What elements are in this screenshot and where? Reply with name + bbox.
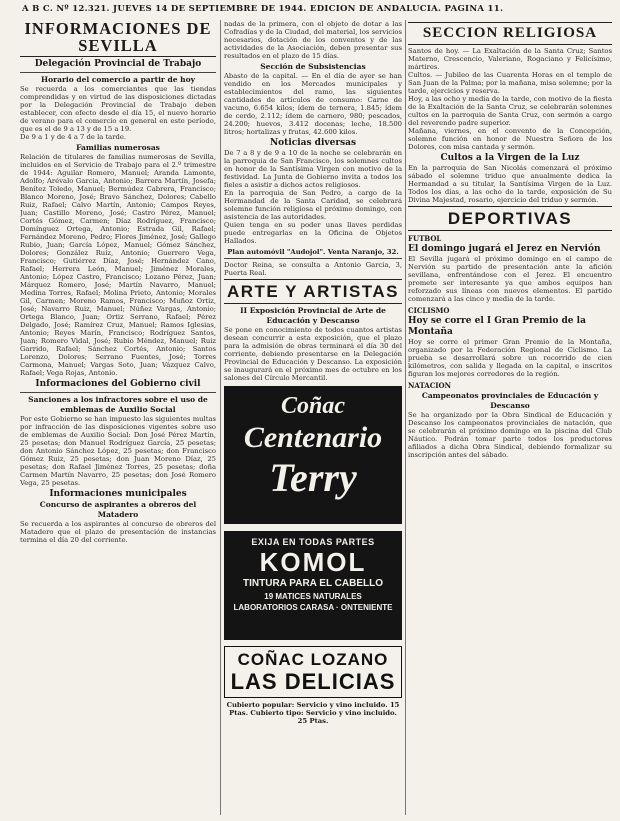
column-right (408, 20, 612, 815)
heading: Informaciones del Gobierno civil (35, 379, 201, 389)
heading: Cultos a la Virgen de la Luz (440, 153, 580, 163)
article-text: nadas de la primera, con el objeto de dotar a las Cofradías y de la Ciudad, del material, los servicios necesarios, dotación de los conventos y de las actividades de la Asociación, deben presentar sus resultados en el plazo de 15 días. (224, 20, 402, 60)
article-text: Santos de hoy. — La Exaltación de la Santa Cruz; Santos Materno, Crescencio, Valeriano, Rogaciano y Felicísimo, mártires. (408, 47, 612, 71)
section-title: SECCION RELIGIOSA (422, 25, 598, 41)
column-rule (220, 20, 221, 815)
sport-label: FUTBOL (408, 234, 442, 243)
ad-line: Centenario (243, 421, 383, 454)
divider (408, 230, 612, 231)
article-text: Por este Gobierno se han impuesto las siguientes multas por infracción de las disposiciones vigentes sobre uso de emblemas de Auxilio Social: Don José Pérez Martín, 25 pesetas; don Manuel Rodríguez García, 25 pesetas; don Antonio Sánchez López, 25 pesetas; don Francisco Gómez Ruiz, 25 pesetas; don Juan Moreno Díaz, 25 pesetas; don Rafael Jiménez Torres, 25 pesetas; doña Carmen Martín Navarro, 25 pesetas; don José Romero Vega, 25 pesetas. (20, 415, 216, 487)
ad-line: Coñac (280, 393, 345, 419)
divider (20, 392, 216, 393)
article-text: Mañana, viernes, en el convento de la Concepción, solemne función en honor de Nuestra Señora de los Dolores, con misa cantada y sermón. (408, 127, 612, 151)
column-left (20, 20, 216, 815)
heading: El domingo jugará el Jerez en Nervión (408, 244, 601, 254)
ad-text: Cubierto popular: Servicio y vino incluido. 15 Ptas. Cubierto tipo: Servicio y vino incluido. 25 Ptas. (226, 701, 400, 725)
section-title: INFORMACIONES DE (24, 20, 212, 38)
advertisement-terry (224, 386, 402, 524)
article-text: Cultos. — Jubileo de las Cuarenta Horas en el templo de San Juan de la Palma; por la mañana, misa solemne; por la tarde, ejercicios y reserva. (408, 71, 612, 95)
column-rule (405, 20, 406, 815)
article-text: Se ha organizado por la Obra Sindical de Educación y Descanso los campeonatos provinciales de natación, que se celebrarán el próximo domingo en la piscina del Club Náutico. Podrán tomar parte todos los productores afiliados a dicha Obra Sindical, debiendo formalizar su inscripción antes del sábado. (408, 411, 612, 459)
section-title: DEPORTIVAS (447, 209, 573, 228)
subheading: II Exposición Provincial de Arte de Educación y Descanso (240, 306, 386, 325)
article-text: Quien tenga en su poder unas llaves perdidas puede entregarlas en la Oficina de Objetos Hallados. (224, 221, 402, 245)
sport-label: CICLISMO (408, 306, 450, 315)
divider (408, 206, 612, 207)
divider (224, 303, 402, 304)
divider (408, 22, 612, 23)
heading: Noticias diversas (269, 138, 357, 148)
section-title: ARTE Y ARTISTAS (226, 282, 400, 301)
heading: Delegación Provincial de Trabajo (34, 59, 202, 69)
article-text: Abasto de la capital. — En el día de ayer se han vendido en los Mercados municipales y establecimientos del ramo, las siguientes cantidades de artículos de consumo: Carne de vacuno, 6.654 kilos; ídem de ternera, 1.845; ídem de cerdo, 2.112; ídem de carnero, 980; pescados, 24.200; huevos, 3.412 docenas; leche, 18.500 litros; hortalizas y frutas, 42.600 kilos. (224, 72, 402, 136)
ad-line: LABORATORIOS CARASA · ONTENIENTE (233, 603, 393, 612)
divider (224, 258, 402, 259)
ad-line: EXIJA EN TODAS PARTES (251, 537, 375, 547)
article-text: Relación de titulares de familias numerosas de Sevilla, incluidos en el Servicio de Trabajo para el 2.º trimestre de 1944: Aguilar Romero, Manuel; Aranda Lamonte, Adolfo; Arévalo Garcia, Antonio; Barrera Martín, Josefa; Benítez Toledo, Manuel; Bermúdez Cabrera, Francisco; Blanco Moreno, José; Bravo Sánchez, Dolores; Cabello Ruiz, Rafael; Calvo Martín, Antonio; Campos Reyes, Juan; Castillo Moreno, José; Castro Pérez, Manuel; Cortés Gómez, Carmen; Díaz Rodríguez, Francisco; Domínguez Ortega, Antonio; Estrada Gil, Rafael; Fernández Moreno, Pedro; Flores Jiménez, José; Gallego Rubio, Juan; García López, Manuel; Gómez Sánchez, Dolores; González Ruiz, Antonio; Guerrero Vega, Francisco; Gutiérrez Díaz, José; Hernández Cano, Rafael; Herrera León, Manuel; Jiménez Morales, Antonio; López Castro, Francisco; Lozano Pérez, Juan; Márquez Romero, José; Martín Navarro, Manuel; Medina Torres, Rafael; Molina Prieto, Antonio; Morales Gil, Carmen; Moreno Ramos, Francisco; Muñoz Ortiz, José; Navarro Ruiz, Manuel; Núñez Vargas, Antonio; Ortega Blanco, Juan; Ortiz Serrano, Rafael; Pérez Delgado, José; Ramírez Cruz, Manuel; Ramos Iglesias, Antonio; Reyes Marín, Francisco; Rodríguez Santos, Juan; Romero Vidal, José; Rubio Méndez, Manuel; Ruiz Garrido, Rafael; Sánchez Cortés, Antonio; Santos Lorenzo, Dolores; Serrano Fuentes, José; Torres Carmona, Manuel; Vargas Soto, Juan; Vázquez Calvo, Rafael; Vega Rojas, Antonio. (20, 153, 216, 377)
ad-line: 19 MATICES NATURALES (264, 592, 362, 601)
article-text: Se recuerda a los comerciantes que las tiendas comprendidas y en virtud de las disposiciones dictadas por la Delegación Provincial de Trabajo deben establecer, con efecto desde el día 15, el nuevo horario de verano para el comercio en general en este período, que es el de 9 a 13 y de 15 a 19. (20, 85, 216, 133)
column-middle (224, 20, 402, 815)
page-header: A B C. Nº 12.321. JUEVES 14 DE SEPTIEMBRE DE 1944. EDICION DE ANDALUCIA. PAGINA 11. (22, 4, 504, 14)
article-text: De 7 a 8 y de 9 a 10 de la noche se celebrarán en la parroquia de San Francisco, los solemnes cultos en honor de la Santísima Virgen con motivo de la festividad. La Junta de Gobierno invita a todos los fieles a asistir a dichos actos religiosos. (224, 149, 402, 189)
article-text: Doctor Reina, se consulta a Antonio Garcia, 3, Puerta Real. (224, 261, 402, 277)
ad-line: TINTURA PARA EL CABELLO (243, 578, 383, 589)
subheading: Concurso de aspirantes a obreros del Matadero (39, 500, 197, 519)
subheading: Campeonatos provinciales de Educación y Descanso (421, 391, 599, 410)
divider (408, 44, 612, 45)
classified-ad: Plan automóvil "Audojol". Venta Naranjo, 32. (227, 248, 399, 256)
advertisement-lozano (224, 646, 402, 698)
sport-label: NATACION (408, 381, 452, 390)
divider (20, 72, 216, 73)
article-text: El Sevilla jugará el próximo domingo en el campo de Nervión su partido de presentación ante la afición sevillana, enfrentándose con el Jerez. El encuentro promete ser interesante ya que ambos equipos han reforzado sus líneas con nuevos elementos. El partido comenzará a las cinco y media de la tarde. (408, 255, 612, 303)
subheading: Horario del comercio a partir de hoy (41, 75, 195, 84)
ad-line: Terry (269, 455, 357, 500)
ad-line: LAS DELICIAS (230, 669, 396, 694)
article-text: Se pone en conocimiento de todos cuantos artistas desean concurrir a esta exposición, que el plazo para la admisión de obras terminará el día 30 del corriente, debiendo presentarse en la Delegación Provincial de Educación y Descanso. La exposición se inaugurará en el próximo mes de octubre en los salones del Círculo Mercantil. (224, 326, 402, 382)
article-text: De 9 a 1 y de 4 a 7 de la tarde. (20, 133, 127, 141)
ad-line: COÑAC LOZANO (237, 650, 389, 669)
divider (20, 56, 216, 57)
article-text: Hoy se corre el primer Gran Premio de la Montaña, organizado por la Federación Regional de Ciclismo. La prueba se desarrollará sobre un recorrido de cien kilómetros, con salida y llegada en la capital, e inscritos figuran los mejores corredores de la región. (408, 338, 612, 378)
article-text: En la parroquia de San Pedro, a cargo de la Hermandad de la Santa Caridad, se celebrará solemne función religiosa el próximo domingo, con asistencia de las autoridades. (224, 189, 402, 221)
article-text: Hoy, a las ocho y media de la tarde, con motivo de la fiesta de la Exaltación de la Santa Cruz, se celebrarán solemnes cultos en la parroquia de Santa Cruz, con sermón a cargo del reverendo padre superior. (408, 95, 612, 127)
advertisement-komol (224, 528, 402, 640)
subheading: Sanciones a los infractores sobre el uso de emblemas de Auxilio Social (28, 395, 208, 414)
divider (224, 279, 402, 280)
article-text: Se recuerda a los aspirantes al concurso de obreros del Matadero que el plazo de presentación de instancias termina el día 20 del corriente. (20, 520, 216, 544)
article-text: En la parroquia de San Nicolás comenzará el próximo sábado el solemne triduo que anualmente dedica la Hermandad a su titular, la Santísima Virgen de la Luz. Todos los días, a las ocho de la tarde, exposición de Su Divina Majestad, rosario, ejercicio del triduo y sermón. (408, 164, 612, 204)
subheading: Familias numerosas (76, 143, 160, 152)
heading: Hoy se corre el I Gran Premio de la Montaña (408, 316, 586, 337)
subheading: Sección de Subsistencias (260, 62, 366, 71)
section-title: SEVILLA (78, 36, 158, 55)
heading: Informaciones municipales (49, 489, 187, 499)
ad-line: KOMOL (259, 547, 367, 577)
